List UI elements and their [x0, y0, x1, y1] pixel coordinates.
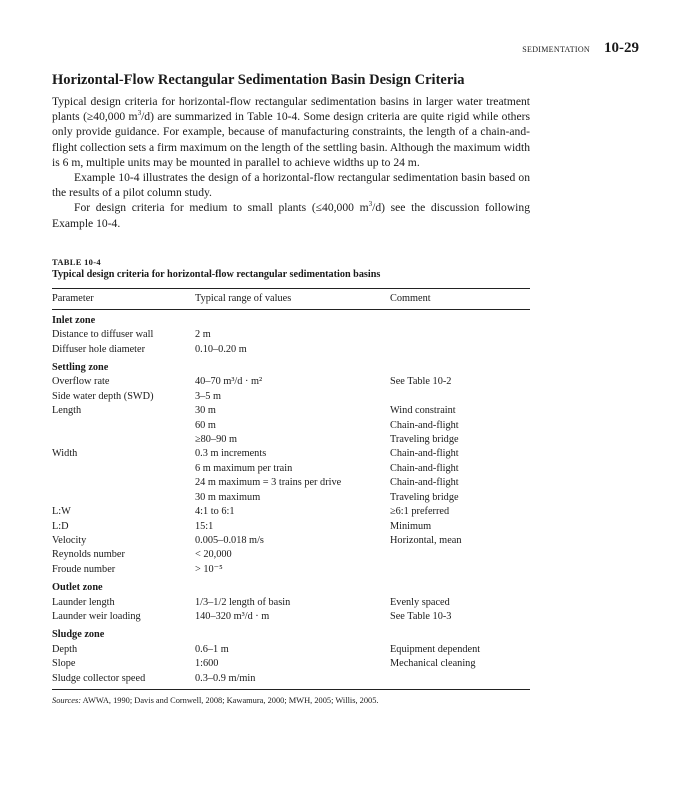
- table-row: [52, 404, 530, 418]
- comment-cell: See Table 10-3: [390, 610, 452, 622]
- value-cell: 140–320 m³/d · m: [195, 610, 270, 622]
- value-cell: 3–5 m: [195, 390, 222, 402]
- table-row: [52, 643, 530, 657]
- section-title: Outlet zone: [52, 582, 103, 594]
- table-section-row: [52, 577, 530, 595]
- comment-cell: [390, 343, 530, 357]
- paragraph-1-superscript: 3: [137, 109, 142, 118]
- value-cell: 40–70 m³/d · m²: [195, 376, 263, 388]
- comment-cell: Mechanical cleaning: [390, 658, 476, 670]
- table-row: [52, 390, 530, 404]
- table-row: [52, 375, 530, 389]
- parameter-cell: Depth: [52, 643, 78, 655]
- value-cell: 1:600: [195, 658, 219, 670]
- table-row: [52, 476, 530, 490]
- parameter-cell: Velocity: [52, 534, 87, 546]
- table-row: [52, 505, 530, 519]
- paragraph-1-part-b: /d) are summarized in Table 10-4. Some design criteria are quite rigid while others only provide guidance. For example, because of manufacturing constraints, the length of a chain-and-flight collection sets a firm maximum on the length of the settling basin. Although the maximum width is 6 m, multiple units may be mounted in parallel to achieve widths up to 24 m.: [52, 110, 530, 169]
- section-heading: Horizontal-Flow Rectangular Sedimentation Basin Design Criteria: [52, 72, 465, 88]
- comment-cell: Traveling bridge: [390, 434, 459, 446]
- value-cell: > 10⁻⁵: [195, 563, 223, 575]
- running-head-section: SEDIMENTATION: [522, 45, 590, 54]
- parameter-cell: Froude number: [52, 563, 116, 575]
- value-cell: 30 m: [195, 405, 216, 417]
- parameter-cell: [52, 419, 195, 433]
- parameter-cell: [52, 462, 195, 476]
- table-row: [52, 610, 530, 624]
- table-row: [52, 462, 530, 476]
- comment-cell: [390, 328, 530, 342]
- parameter-cell: Width: [52, 448, 78, 460]
- value-cell: 6 m maximum per train: [195, 462, 293, 474]
- value-cell: 0.3 m increments: [195, 448, 267, 460]
- comment-cell: Chain-and-flight: [390, 477, 459, 489]
- table-row: [52, 534, 530, 548]
- table-row: [52, 520, 530, 534]
- table-row: [52, 328, 530, 342]
- table-label: TABLE 10-4: [52, 256, 101, 267]
- comment-cell: Minimum: [390, 520, 432, 532]
- header-comment: Comment: [390, 288, 530, 309]
- comment-cell: [390, 563, 530, 577]
- value-cell: ≥80–90 m: [195, 434, 237, 446]
- value-cell: 0.10–0.20 m: [195, 343, 247, 355]
- table-row: [52, 447, 530, 461]
- comment-cell: Evenly spaced: [390, 596, 450, 608]
- table-row: [52, 548, 530, 562]
- parameter-cell: L:W: [52, 506, 71, 518]
- parameter-cell: Length: [52, 405, 82, 417]
- parameter-cell: Launder length: [52, 596, 115, 608]
- value-cell: 0.6–1 m: [195, 643, 229, 655]
- table-row: [52, 491, 530, 505]
- table-section-row: [52, 624, 530, 642]
- parameter-cell: Diffuser hole diameter: [52, 343, 146, 355]
- table-row: [52, 433, 530, 447]
- parameter-cell: [52, 491, 195, 505]
- table-row: [52, 672, 530, 690]
- value-cell: 30 m maximum: [195, 491, 261, 503]
- table-body: [52, 309, 530, 689]
- paragraph-3: [52, 200, 530, 230]
- comment-cell: Traveling bridge: [390, 491, 459, 503]
- table-caption: Typical design criteria for horizontal-flow rectangular sedimentation basins: [52, 268, 381, 280]
- parameter-cell: L:D: [52, 520, 69, 532]
- parameter-cell: [52, 433, 195, 447]
- comment-cell: [390, 390, 530, 404]
- parameter-cell: Launder weir loading: [52, 610, 141, 622]
- section-title: Settling zone: [52, 362, 109, 374]
- header-parameter: Parameter: [52, 288, 195, 309]
- comment-cell: Chain-and-flight: [390, 448, 459, 460]
- comment-cell: [390, 548, 530, 562]
- parameter-cell: Overflow rate: [52, 376, 110, 388]
- paragraph-3-superscript: 3: [368, 200, 373, 209]
- page-number: 10-29: [604, 40, 639, 56]
- comment-cell: Chain-and-flight: [390, 419, 459, 431]
- sources-text: AWWA, 1990; Davis and Cornwell, 2008; Kawamura, 2000; MWH, 2005; Willis, 2005.: [81, 695, 379, 705]
- design-criteria-table: [52, 288, 530, 690]
- paragraph-3-part-a: For design criteria for medium to small plants (≤40,000 m: [74, 201, 369, 215]
- value-cell: 24 m maximum = 3 trains per drive: [195, 477, 342, 489]
- table-row: [52, 657, 530, 671]
- table-header-row: [52, 288, 530, 309]
- table-section-row: [52, 357, 530, 375]
- comment-cell: Wind constraint: [390, 405, 456, 417]
- parameter-cell: Slope: [52, 658, 76, 670]
- table-sources: [52, 696, 530, 705]
- paragraph-2: Example 10-4 illustrates the design of a horizontal-flow rectangular sedimentation basin based on the results of a pilot column study.: [52, 171, 530, 200]
- value-cell: 4:1 to 6:1: [195, 506, 235, 518]
- running-head: [522, 40, 639, 57]
- comment-cell: Chain-and-flight: [390, 462, 459, 474]
- value-cell: 0.005–0.018 m/s: [195, 534, 264, 546]
- section-title: Inlet zone: [52, 314, 96, 326]
- parameter-cell: Sludge collector speed: [52, 672, 146, 684]
- paragraph-1: [52, 94, 530, 170]
- table-row: [52, 563, 530, 577]
- comment-cell: See Table 10-2: [390, 376, 452, 388]
- value-cell: < 20,000: [195, 549, 232, 561]
- table-row: [52, 419, 530, 433]
- comment-cell: Equipment dependent: [390, 643, 481, 655]
- paragraph-3-part-b: /d) see the discussion following Example 10-4.: [52, 201, 530, 230]
- page-content: [52, 38, 530, 705]
- sources-label: Sources:: [52, 695, 81, 705]
- value-cell: 0.3–0.9 m/min: [195, 672, 256, 684]
- parameter-cell: Side water depth (SWD): [52, 390, 154, 402]
- table-section-row: [52, 309, 530, 328]
- value-cell: 15:1: [195, 520, 214, 532]
- value-cell: 2 m: [195, 329, 211, 341]
- parameter-cell: Distance to diffuser wall: [52, 329, 154, 341]
- table-row: [52, 596, 530, 610]
- value-cell: 1/3–1/2 length of basin: [195, 596, 291, 608]
- table-row: [52, 343, 530, 357]
- comment-cell: ≥6:1 preferred: [390, 506, 450, 518]
- value-cell: 60 m: [195, 419, 216, 431]
- parameter-cell: Reynolds number: [52, 549, 125, 561]
- section-title: Sludge zone: [52, 629, 105, 641]
- parameter-cell: [52, 476, 195, 490]
- comment-cell: [390, 672, 530, 690]
- header-typical-range: Typical range of values: [195, 288, 390, 309]
- paragraph-1-part-a: Typical design criteria for horizontal-flow rectangular sedimentation basins in larger water treatment plants (≥40,000 m: [52, 95, 530, 124]
- comment-cell: Horizontal, mean: [390, 534, 462, 546]
